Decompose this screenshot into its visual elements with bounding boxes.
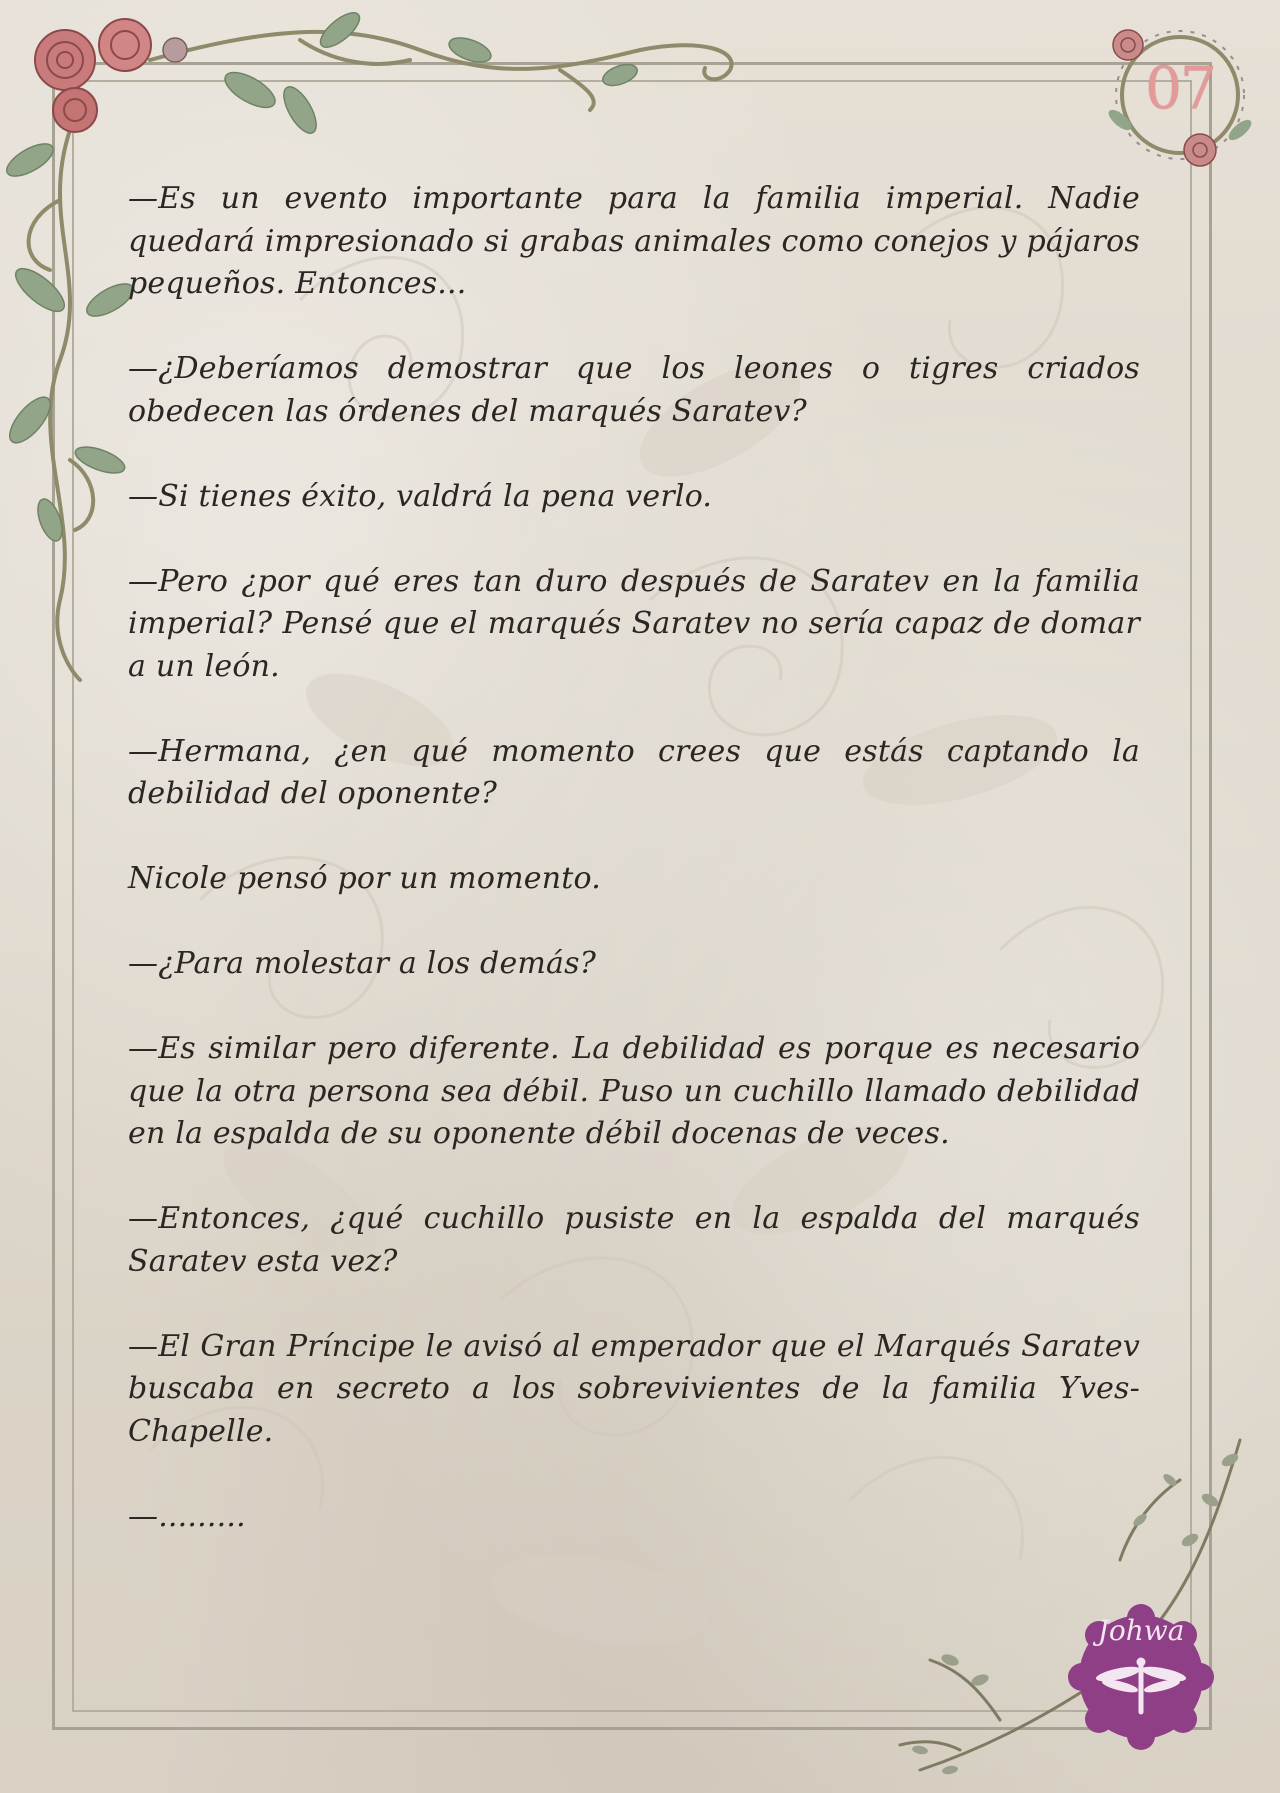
paragraph: —Pero ¿por qué eres tan duro después de Saratev en la familia imperial? Pensé que el marqués Saratev no sería capaz de domar a un león. <box>128 563 1140 684</box>
paragraph: —Entonces, ¿qué cuchillo pusiste en la espalda del marqués Saratev esta vez? <box>128 1201 1140 1279</box>
paragraph: Nicole pensó por un momento. <box>128 861 601 896</box>
johwa-badge-label: Johwa <box>1097 1614 1185 1647</box>
paragraph: —Es un evento importante para la familia imperial. Nadie quedará impresionado si grabas animales como conejos y pájaros pequeños. Entonces... <box>128 181 1140 301</box>
page-number: 07 <box>1145 54 1215 122</box>
story-text <box>128 178 1140 1581</box>
paragraph: —El Gran Príncipe le avisó al emperador que el Marqués Saratev buscaba en secreto a los sobrevivientes de la familia Yves-Chapelle. <box>128 1328 1140 1449</box>
paragraph: —¿Para molestar a los demás? <box>128 946 597 981</box>
paragraph: —......... <box>128 1498 246 1534</box>
paragraph: —Hermana, ¿en qué momento crees que estás captando la debilidad del oponente? <box>128 733 1140 811</box>
paragraph: —Es similar pero diferente. La debilidad es porque es necesario que la otra persona sea débil. Puso un cuchillo llamado debilidad en la espalda de su oponente débil docenas de veces. <box>128 1031 1140 1151</box>
paragraph: —¿Deberíamos demostrar que los leones o tigres criados obedecen las órdenes del marqués Saratev? <box>128 351 1140 429</box>
paragraph: —Si tienes éxito, valdrá la pena verlo. <box>128 478 713 514</box>
